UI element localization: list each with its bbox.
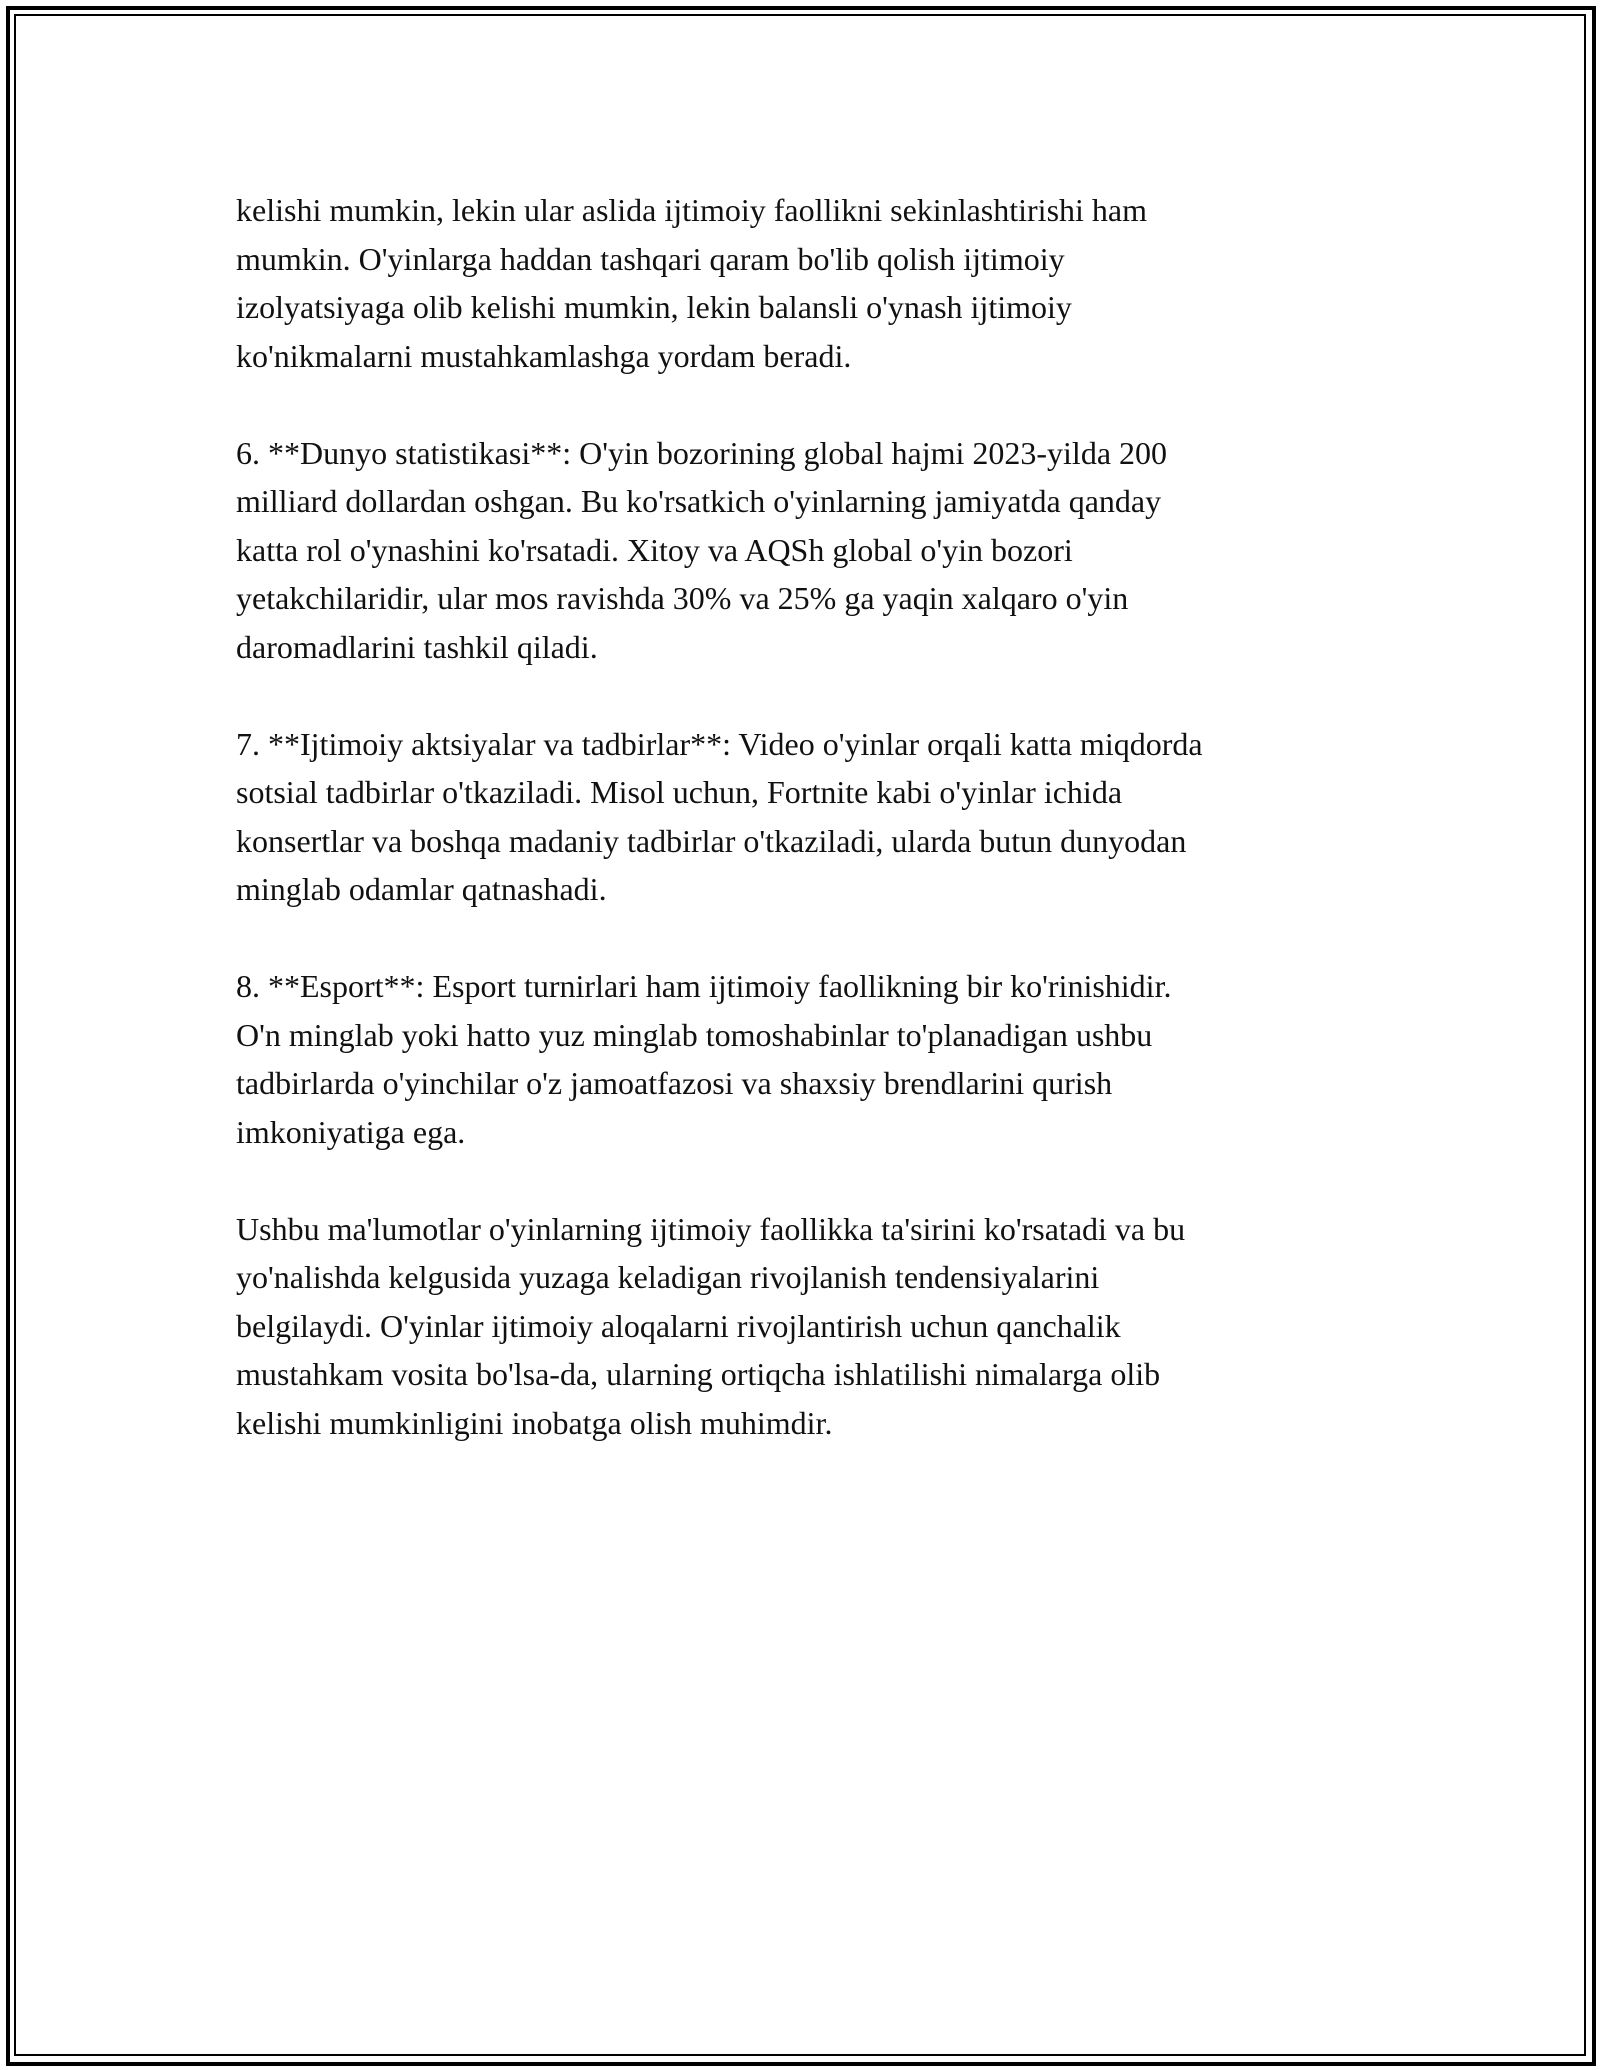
paragraph-esport: 8. **Esport**: Esport turnirlari ham ijtimoiy faollikning bir ko'rinishidir. O'n minglab yoki hatto yuz minglab tomoshabinlar to'planadigan ushbu tadbirlarda o'yinchilar o'z jamoatfazosi va shaxsiy brendlarini qurish imkoniyatiga ega. [236, 968, 1172, 1150]
paragraph-dunyo-statistikasi: 6. **Dunyo statistikasi**: O'yin bozorining global hajmi 2023-yilda 200 milliard dollardan oshgan. Bu ko'rsatkich o'yinlarning jamiyatda qanday katta rol o'ynashini ko'rsatadi. Xitoy va AQSh global o'yin bozori yetakchilaridir, ular mos ravishda 30% va 25% ga yaqin xalqaro o'yin daromadlarini tashkil qiladi. [236, 434, 1168, 665]
document-body [236, 186, 1376, 1496]
paragraph-ijtimoiy-aktsiyalar: 7. **Ijtimoiy aktsiyalar va tadbirlar**: Video o'yinlar orqali katta miqdorda sotsial tadbirlar o'tkaziladi. Misol uchun, Fortnite kabi o'yinlar ichida konsertlar va boshqa madaniy tadbirlar o'tkaziladi, ularda butun dunyodan minglab odamlar qatnashadi. [236, 725, 1203, 907]
paragraph-continuation: kelishi mumkin, lekin ular aslida ijtimoiy faollikni sekinlashtirishi ham mumkin. O'yinlarga haddan tashqari qaram bo'lib qolish ijtimoiy izolyatsiyaga olib kelishi mumkin, lekin balansli o'ynash ijtimoiy ko'nikmalarni mustahkamlashga yordam beradi. [236, 192, 1147, 374]
paragraph-conclusion: Ushbu ma'lumotlar o'yinlarning ijtimoiy faollikka ta'sirini ko'rsatadi va bu yo'nalishda kelgusida yuzaga keladigan rivojlanish tendensiyalarini belgilaydi. O'yinlar ijtimoiy aloqalarni rivojlantirish uchun qanchalik mustahkam vosita bo'lsa-da, ularning ortiqcha ishlatilishi nimalarga olib kelishi mumkinligini inobatga olish muhimdir. [236, 1210, 1186, 1441]
